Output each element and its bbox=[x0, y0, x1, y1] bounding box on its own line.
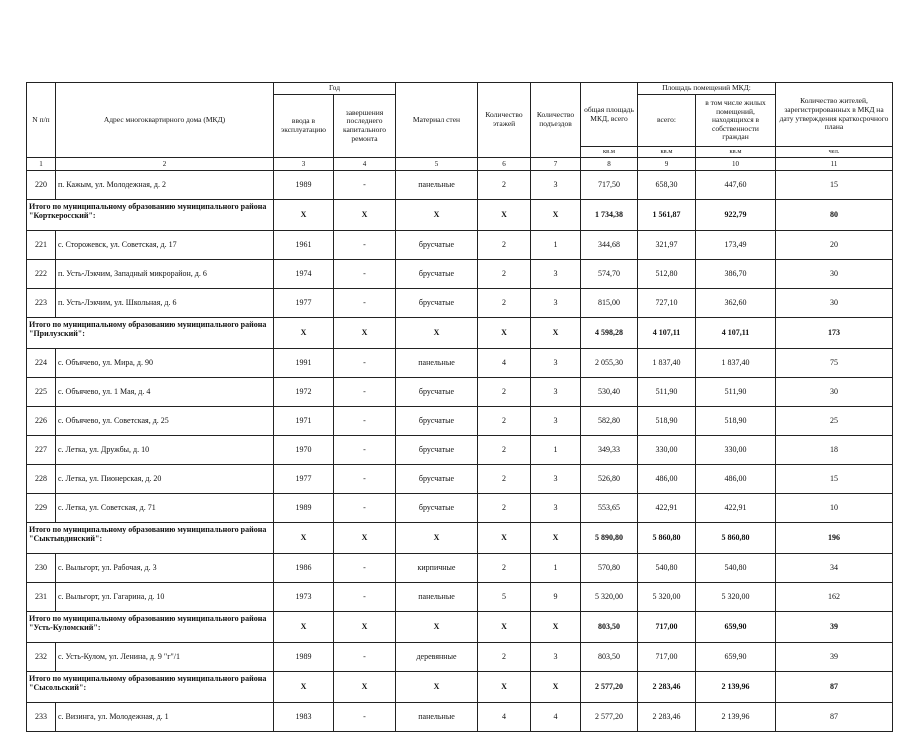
area-private-cell: 922,79 bbox=[696, 200, 776, 231]
repair-cell: - bbox=[334, 554, 396, 583]
housing-table bbox=[26, 82, 893, 732]
year-cell: X bbox=[274, 672, 334, 703]
repair-cell: - bbox=[334, 465, 396, 494]
row-number: 231 bbox=[27, 583, 56, 612]
entrances-cell: X bbox=[531, 318, 581, 349]
residents-cell: 39 bbox=[776, 643, 893, 672]
entrances-cell: X bbox=[531, 612, 581, 643]
entrances-cell: X bbox=[531, 672, 581, 703]
total-row bbox=[27, 612, 893, 643]
repair-cell: - bbox=[334, 231, 396, 260]
table-row bbox=[27, 407, 893, 436]
residents-cell: 162 bbox=[776, 583, 893, 612]
col-number: 1 bbox=[27, 158, 56, 171]
year-cell: 1986 bbox=[274, 554, 334, 583]
col-number: 6 bbox=[478, 158, 531, 171]
area-private-cell: 447,60 bbox=[696, 171, 776, 200]
area-all-cell: 511,90 bbox=[638, 378, 696, 407]
total-area-cell: 803,50 bbox=[581, 643, 638, 672]
row-number: 226 bbox=[27, 407, 56, 436]
address-cell: п. Кажым, ул. Молодежная, д. 2 bbox=[56, 171, 274, 200]
area-all-cell: 540,80 bbox=[638, 554, 696, 583]
floors-cell: X bbox=[478, 318, 531, 349]
area-all-cell: 727,10 bbox=[638, 289, 696, 318]
repair-cell: - bbox=[334, 643, 396, 672]
material-cell: брусчатые bbox=[396, 378, 478, 407]
row-number: 220 bbox=[27, 171, 56, 200]
material-cell: брусчатые bbox=[396, 231, 478, 260]
floors-cell: 2 bbox=[478, 643, 531, 672]
material-cell: кирпичные bbox=[396, 554, 478, 583]
residents-cell: 15 bbox=[776, 171, 893, 200]
address-cell: п. Усть-Лэкчим, ул. Школьная, д. 6 bbox=[56, 289, 274, 318]
residents-cell: 15 bbox=[776, 465, 893, 494]
year-cell: 1977 bbox=[274, 465, 334, 494]
area-private-cell: 4 107,11 bbox=[696, 318, 776, 349]
row-number: 222 bbox=[27, 260, 56, 289]
address-cell: с. Летка, ул. Советская, д. 71 bbox=[56, 494, 274, 523]
total-area-cell: 2 055,30 bbox=[581, 349, 638, 378]
residents-cell: 10 bbox=[776, 494, 893, 523]
total-label: Итого по муниципальному образованию муниципального района "Прилузский": bbox=[27, 318, 274, 349]
area-private-cell: 518,90 bbox=[696, 407, 776, 436]
header-total-area: общая площадь МКД, всего bbox=[581, 83, 638, 147]
material-cell: панельные bbox=[396, 349, 478, 378]
area-all-cell: 321,97 bbox=[638, 231, 696, 260]
col-number: 3 bbox=[274, 158, 334, 171]
residents-cell: 30 bbox=[776, 289, 893, 318]
entrances-cell: 3 bbox=[531, 171, 581, 200]
entrances-cell: 3 bbox=[531, 289, 581, 318]
year-cell: 1983 bbox=[274, 703, 334, 732]
year-cell: 1971 bbox=[274, 407, 334, 436]
residents-cell: 196 bbox=[776, 523, 893, 554]
floors-cell: 2 bbox=[478, 436, 531, 465]
material-cell: X bbox=[396, 672, 478, 703]
area-private-cell: 5 860,80 bbox=[696, 523, 776, 554]
floors-cell: 2 bbox=[478, 231, 531, 260]
table-row bbox=[27, 171, 893, 200]
row-number: 233 bbox=[27, 703, 56, 732]
year-cell: X bbox=[274, 200, 334, 231]
table-row bbox=[27, 436, 893, 465]
address-cell: с. Летка, ул. Пионерская, д. 20 bbox=[56, 465, 274, 494]
total-area-cell: 4 598,28 bbox=[581, 318, 638, 349]
unit-total: кв.м bbox=[581, 147, 638, 158]
material-cell: X bbox=[396, 200, 478, 231]
table-row bbox=[27, 494, 893, 523]
year-cell: 1970 bbox=[274, 436, 334, 465]
header-year-group: Год bbox=[274, 83, 396, 95]
entrances-cell: 3 bbox=[531, 407, 581, 436]
year-cell: 1989 bbox=[274, 171, 334, 200]
entrances-cell: 1 bbox=[531, 554, 581, 583]
area-private-cell: 330,00 bbox=[696, 436, 776, 465]
table-row bbox=[27, 378, 893, 407]
address-cell: с. Объячево, ул. 1 Мая, д. 4 bbox=[56, 378, 274, 407]
entrances-cell: 4 bbox=[531, 703, 581, 732]
residents-cell: 80 bbox=[776, 200, 893, 231]
residents-cell: 30 bbox=[776, 260, 893, 289]
table-row bbox=[27, 260, 893, 289]
area-all-cell: 717,00 bbox=[638, 643, 696, 672]
area-private-cell: 659,90 bbox=[696, 643, 776, 672]
table-row bbox=[27, 289, 893, 318]
area-private-cell: 386,70 bbox=[696, 260, 776, 289]
residents-cell: 39 bbox=[776, 612, 893, 643]
entrances-cell: X bbox=[531, 200, 581, 231]
col-number: 11 bbox=[776, 158, 893, 171]
total-area-cell: 574,70 bbox=[581, 260, 638, 289]
total-area-cell: 803,50 bbox=[581, 612, 638, 643]
row-number: 227 bbox=[27, 436, 56, 465]
entrances-cell: 1 bbox=[531, 436, 581, 465]
total-area-cell: 582,80 bbox=[581, 407, 638, 436]
header-area-all: всего: bbox=[638, 95, 696, 147]
floors-cell: 2 bbox=[478, 171, 531, 200]
area-private-cell: 422,91 bbox=[696, 494, 776, 523]
address-cell: с. Визинга, ул. Молодежная, д. 1 bbox=[56, 703, 274, 732]
residents-cell: 18 bbox=[776, 436, 893, 465]
row-number: 225 bbox=[27, 378, 56, 407]
area-private-cell: 2 139,96 bbox=[696, 672, 776, 703]
table-row bbox=[27, 583, 893, 612]
area-all-cell: 5 860,80 bbox=[638, 523, 696, 554]
total-label: Итого по муниципальному образованию муниципального района "Сысольский": bbox=[27, 672, 274, 703]
area-all-cell: 717,00 bbox=[638, 612, 696, 643]
year-cell: 1961 bbox=[274, 231, 334, 260]
entrances-cell: 3 bbox=[531, 465, 581, 494]
row-number: 232 bbox=[27, 643, 56, 672]
material-cell: брусчатые bbox=[396, 494, 478, 523]
residents-cell: 30 bbox=[776, 378, 893, 407]
unit-all: кв.м bbox=[638, 147, 696, 158]
total-area-cell: 530,40 bbox=[581, 378, 638, 407]
floors-cell: 2 bbox=[478, 465, 531, 494]
address-cell: с. Летка, ул. Дружбы, д. 10 bbox=[56, 436, 274, 465]
repair-cell: - bbox=[334, 349, 396, 378]
floors-cell: 2 bbox=[478, 289, 531, 318]
floors-cell: 2 bbox=[478, 554, 531, 583]
header-entrances: Количество подъездов bbox=[531, 83, 581, 158]
residents-cell: 87 bbox=[776, 672, 893, 703]
residents-cell: 87 bbox=[776, 703, 893, 732]
address-cell: с. Выльгорт, ул. Гагарина, д. 10 bbox=[56, 583, 274, 612]
total-area-cell: 570,80 bbox=[581, 554, 638, 583]
repair-cell: - bbox=[334, 378, 396, 407]
area-all-cell: 422,91 bbox=[638, 494, 696, 523]
year-cell: 1989 bbox=[274, 643, 334, 672]
residents-cell: 20 bbox=[776, 231, 893, 260]
col-number: 9 bbox=[638, 158, 696, 171]
total-row bbox=[27, 672, 893, 703]
row-number: 221 bbox=[27, 231, 56, 260]
col-number: 5 bbox=[396, 158, 478, 171]
repair-cell: - bbox=[334, 583, 396, 612]
col-number: 8 bbox=[581, 158, 638, 171]
floors-cell: X bbox=[478, 200, 531, 231]
floors-cell: X bbox=[478, 672, 531, 703]
area-all-cell: 1 837,40 bbox=[638, 349, 696, 378]
area-all-cell: 1 561,87 bbox=[638, 200, 696, 231]
area-all-cell: 486,00 bbox=[638, 465, 696, 494]
repair-cell: X bbox=[334, 318, 396, 349]
area-private-cell: 540,80 bbox=[696, 554, 776, 583]
year-cell: 1972 bbox=[274, 378, 334, 407]
table-row bbox=[27, 465, 893, 494]
entrances-cell: 9 bbox=[531, 583, 581, 612]
row-number: 229 bbox=[27, 494, 56, 523]
residents-cell: 75 bbox=[776, 349, 893, 378]
unit-private: кв.м bbox=[696, 147, 776, 158]
table-body bbox=[27, 171, 893, 732]
year-cell: 1991 bbox=[274, 349, 334, 378]
entrances-cell: 3 bbox=[531, 378, 581, 407]
area-all-cell: 2 283,46 bbox=[638, 703, 696, 732]
total-label: Итого по муниципальному образованию муниципального района "Корткеросский": bbox=[27, 200, 274, 231]
year-cell: X bbox=[274, 523, 334, 554]
total-area-cell: 526,80 bbox=[581, 465, 638, 494]
total-row bbox=[27, 318, 893, 349]
repair-cell: - bbox=[334, 703, 396, 732]
total-area-cell: 553,65 bbox=[581, 494, 638, 523]
repair-cell: X bbox=[334, 523, 396, 554]
material-cell: брусчатые bbox=[396, 436, 478, 465]
floors-cell: 2 bbox=[478, 378, 531, 407]
area-all-cell: 5 320,00 bbox=[638, 583, 696, 612]
area-private-cell: 362,60 bbox=[696, 289, 776, 318]
total-area-cell: 2 577,20 bbox=[581, 672, 638, 703]
header-year-repair: завершения последнего капитального ремонта bbox=[334, 95, 396, 158]
area-private-cell: 659,90 bbox=[696, 612, 776, 643]
total-area-cell: 717,50 bbox=[581, 171, 638, 200]
floors-cell: 5 bbox=[478, 583, 531, 612]
material-cell: панельные bbox=[396, 583, 478, 612]
table-row bbox=[27, 554, 893, 583]
header-num: N п/п bbox=[27, 83, 56, 158]
material-cell: X bbox=[396, 318, 478, 349]
header-wall-material: Материал стен bbox=[396, 83, 478, 158]
header-area-private: в том числе жилых помещений, находящихся в собственности граждан bbox=[696, 95, 776, 147]
floors-cell: 2 bbox=[478, 260, 531, 289]
total-area-cell: 349,33 bbox=[581, 436, 638, 465]
address-cell: с. Объячево, ул. Мира, д. 90 bbox=[56, 349, 274, 378]
material-cell: панельные bbox=[396, 703, 478, 732]
header-residents: Количество жителей, зарегистрированных в МКД на дату утверждения краткосрочного плана bbox=[776, 83, 893, 147]
total-area-cell: 5 320,00 bbox=[581, 583, 638, 612]
floors-cell: X bbox=[478, 612, 531, 643]
material-cell: панельные bbox=[396, 171, 478, 200]
floors-cell: 2 bbox=[478, 494, 531, 523]
total-area-cell: 1 734,38 bbox=[581, 200, 638, 231]
col-number: 10 bbox=[696, 158, 776, 171]
unit-residents: чел. bbox=[776, 147, 893, 158]
material-cell: X bbox=[396, 523, 478, 554]
floors-cell: 4 bbox=[478, 703, 531, 732]
material-cell: деревянные bbox=[396, 643, 478, 672]
total-label: Итого по муниципальному образованию муниципального района "Усть-Куломский": bbox=[27, 612, 274, 643]
year-cell: 1974 bbox=[274, 260, 334, 289]
repair-cell: X bbox=[334, 672, 396, 703]
area-all-cell: 512,80 bbox=[638, 260, 696, 289]
header-floors: Количество этажей bbox=[478, 83, 531, 158]
entrances-cell: X bbox=[531, 523, 581, 554]
repair-cell: X bbox=[334, 612, 396, 643]
total-area-cell: 344,68 bbox=[581, 231, 638, 260]
area-private-cell: 173,49 bbox=[696, 231, 776, 260]
total-area-cell: 5 890,80 bbox=[581, 523, 638, 554]
total-label: Итого по муниципальному образованию муниципального района "Сыктывдинский": bbox=[27, 523, 274, 554]
col-number: 4 bbox=[334, 158, 396, 171]
total-row bbox=[27, 523, 893, 554]
area-private-cell: 5 320,00 bbox=[696, 583, 776, 612]
floors-cell: 2 bbox=[478, 407, 531, 436]
repair-cell: - bbox=[334, 289, 396, 318]
col-number: 2 bbox=[56, 158, 274, 171]
table-row bbox=[27, 703, 893, 732]
address-cell: п. Усть-Лэкчим, Западный микрорайон, д. 6 bbox=[56, 260, 274, 289]
table-row bbox=[27, 349, 893, 378]
repair-cell: - bbox=[334, 494, 396, 523]
entrances-cell: 3 bbox=[531, 349, 581, 378]
material-cell: брусчатые bbox=[396, 289, 478, 318]
address-cell: с. Усть-Кулом, ул. Ленина, д. 9 "г"/1 bbox=[56, 643, 274, 672]
residents-cell: 34 bbox=[776, 554, 893, 583]
address-cell: с. Сторожевск, ул. Советская, д. 17 bbox=[56, 231, 274, 260]
header-area-group: Площадь помещений МКД: bbox=[638, 83, 776, 95]
entrances-cell: 3 bbox=[531, 494, 581, 523]
address-cell: с. Объячево, ул. Советская, д. 25 bbox=[56, 407, 274, 436]
entrances-cell: 3 bbox=[531, 260, 581, 289]
col-number: 7 bbox=[531, 158, 581, 171]
year-cell: 1973 bbox=[274, 583, 334, 612]
residents-cell: 173 bbox=[776, 318, 893, 349]
residents-cell: 25 bbox=[776, 407, 893, 436]
material-cell: брусчатые bbox=[396, 260, 478, 289]
area-private-cell: 1 837,40 bbox=[696, 349, 776, 378]
total-area-cell: 815,00 bbox=[581, 289, 638, 318]
year-cell: 1977 bbox=[274, 289, 334, 318]
area-all-cell: 330,00 bbox=[638, 436, 696, 465]
repair-cell: - bbox=[334, 436, 396, 465]
year-cell: X bbox=[274, 318, 334, 349]
area-all-cell: 4 107,11 bbox=[638, 318, 696, 349]
row-number: 228 bbox=[27, 465, 56, 494]
total-area-cell: 2 577,20 bbox=[581, 703, 638, 732]
floors-cell: X bbox=[478, 523, 531, 554]
header-address: Адрес многоквартирного дома (МКД) bbox=[56, 83, 274, 158]
header-year-commission: ввода в эксплуатацию bbox=[274, 95, 334, 158]
floors-cell: 4 bbox=[478, 349, 531, 378]
table-row bbox=[27, 643, 893, 672]
entrances-cell: 1 bbox=[531, 231, 581, 260]
row-number: 223 bbox=[27, 289, 56, 318]
area-all-cell: 658,30 bbox=[638, 171, 696, 200]
material-cell: брусчатые bbox=[396, 465, 478, 494]
row-number: 230 bbox=[27, 554, 56, 583]
area-all-cell: 2 283,46 bbox=[638, 672, 696, 703]
area-all-cell: 518,90 bbox=[638, 407, 696, 436]
repair-cell: - bbox=[334, 407, 396, 436]
area-private-cell: 486,00 bbox=[696, 465, 776, 494]
table-row bbox=[27, 231, 893, 260]
entrances-cell: 3 bbox=[531, 643, 581, 672]
material-cell: X bbox=[396, 612, 478, 643]
address-cell: с. Выльгорт, ул. Рабочая, д. 3 bbox=[56, 554, 274, 583]
area-private-cell: 2 139,96 bbox=[696, 703, 776, 732]
material-cell: брусчатые bbox=[396, 407, 478, 436]
repair-cell: - bbox=[334, 171, 396, 200]
repair-cell: X bbox=[334, 200, 396, 231]
year-cell: 1989 bbox=[274, 494, 334, 523]
repair-cell: - bbox=[334, 260, 396, 289]
year-cell: X bbox=[274, 612, 334, 643]
area-private-cell: 511,90 bbox=[696, 378, 776, 407]
row-number: 224 bbox=[27, 349, 56, 378]
total-row bbox=[27, 200, 893, 231]
